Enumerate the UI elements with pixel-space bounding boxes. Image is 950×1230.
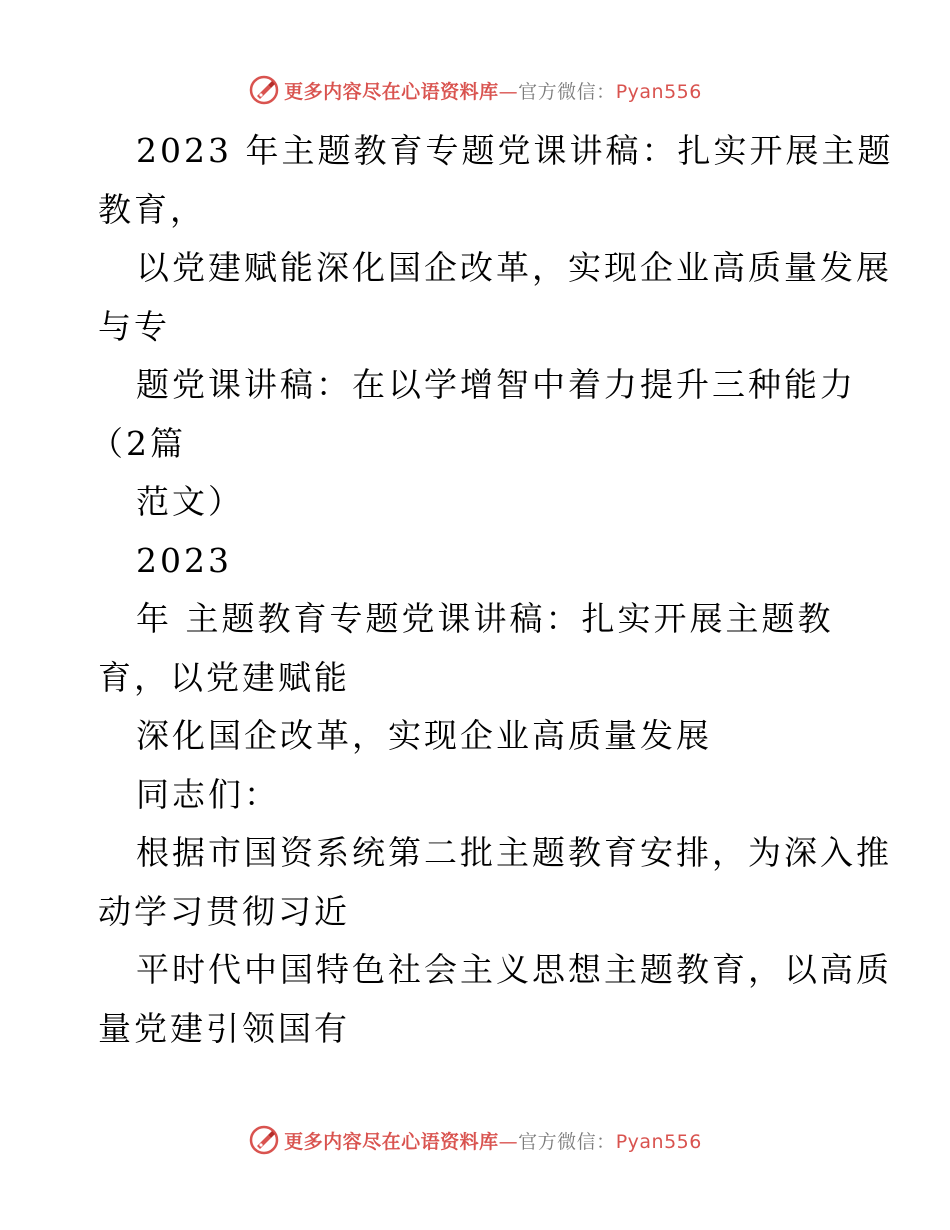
text-line: 2023 [136,540,232,580]
text-line: 2023 年主题教育专题党课讲稿：扎实开展主题 [136,131,894,170]
header-watermark-banner [0,72,950,108]
text-line: 深化国企改革，实现企业高质量发展 [136,716,712,755]
pen-nib-logo-icon [248,1124,280,1156]
footer-watermark-banner [0,1122,950,1158]
text-line: 量党建引领国有 [98,1008,350,1048]
text-line: 题党课讲稿：在以学增智中着力提升三种能力 [136,365,856,404]
text-line: 育，以党建赋能 [98,657,350,697]
text-line: 与专 [98,306,170,346]
banner-separator: — [498,1130,519,1153]
text-line: 动学习贯彻习近 [98,891,350,931]
text-line: （2篇 [90,423,186,463]
banner-brand-text: 更多内容尽在心语资料库 [284,1130,499,1153]
banner-wechat-label: 官方微信： [518,80,616,103]
text-line: 以党建赋能深化国企改革，实现企业高质量发展 [136,248,892,287]
text-line: 范文） [136,482,244,521]
text-line: 年 主题教育专题党课讲稿：扎实开展主题教 [136,599,834,638]
pen-nib-logo-icon [248,74,280,106]
banner-wechat-id: Pyan556 [615,1130,702,1153]
banner-wechat-id: Pyan556 [615,80,702,103]
text-line: 同志们： [136,774,280,814]
text-line: 教育， [98,189,206,229]
banner-wechat-label: 官方微信： [518,1130,616,1153]
text-line: 平时代中国特色社会主义思想主题教育，以高质 [136,950,892,989]
text-line: 根据市国资系统第二批主题教育安排，为深入推 [136,833,892,872]
banner-brand-text: 更多内容尽在心语资料库 [284,80,499,103]
banner-separator: — [498,80,519,103]
document-body [90,122,894,1058]
